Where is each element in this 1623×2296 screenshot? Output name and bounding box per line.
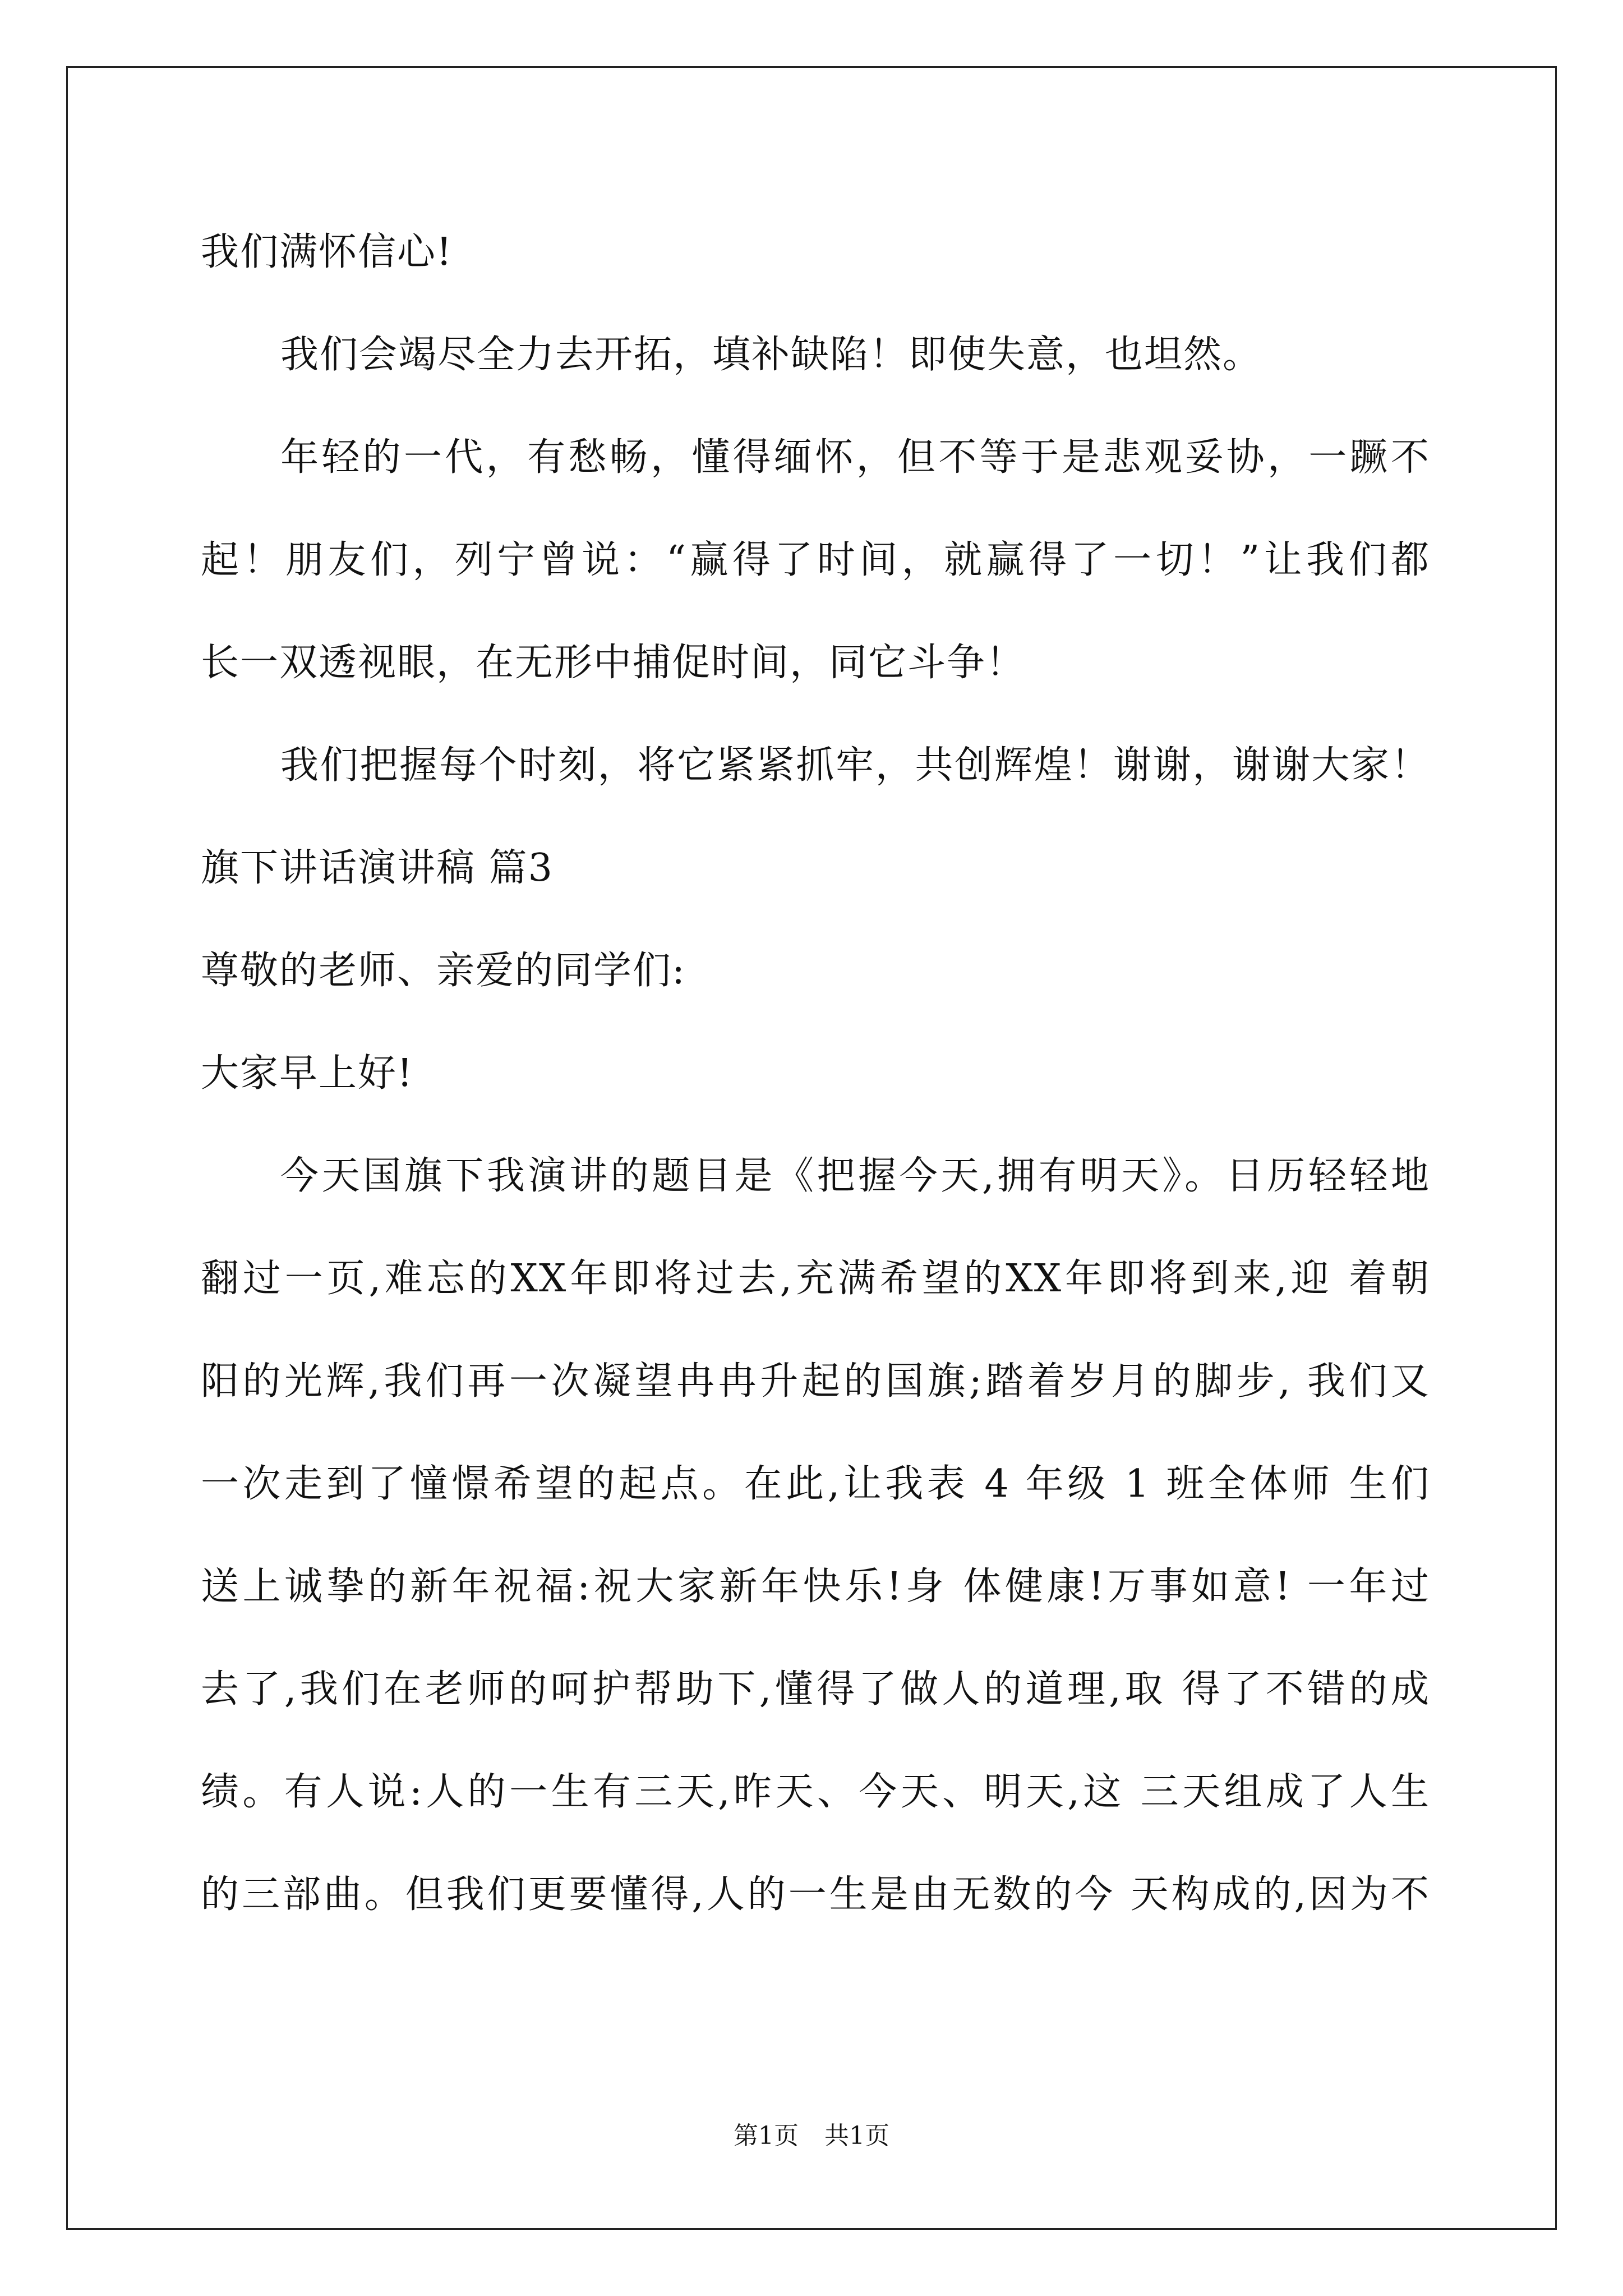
text-line: 一次走到了憧憬希望的起点。在此,让我表 4 年级 1 班全体师 生们 (201, 1462, 1430, 1506)
page-footer (0, 2119, 1623, 2153)
text-line: 起！朋友们，列宁曾说：“赢得了时间，就赢得了一切！”让我们都 (201, 538, 1430, 582)
section-heading: 旗下讲话演讲稿 篇3 (201, 846, 554, 890)
page-total: 共1页 (824, 2122, 889, 2150)
salutation: 尊敬的老师、亲爱的同学们: (201, 949, 686, 993)
text-line: 长一双透视眼，在无形中捕促时间，同它斗争！ (201, 641, 1026, 685)
text-line: 今天国旗下我演讲的题目是《把握今天,拥有明天》。日历轻轻地 (280, 1154, 1430, 1198)
page-number: 第1页 (734, 2122, 799, 2150)
text-line: 我们把握每个时刻，将它紧紧抓牢，共创辉煌！谢谢，谢谢大家！ (280, 743, 1430, 788)
greeting: 大家早上好! (201, 1051, 414, 1096)
text-line: 翻过一页,难忘的XX年即将过去,充满希望的XX年即将到来,迎 着朝 (201, 1257, 1430, 1301)
text-line: 绩。有人说:人的一生有三天,昨天、今天、明天,这 三天组成了人生 (201, 1770, 1430, 1814)
text-line: 阳的光辉,我们再一次凝望冉冉升起的国旗;踏着岁月的脚步, 我们又 (201, 1359, 1430, 1404)
text-line: 送上诚挚的新年祝福:祝大家新年快乐!身 体健康!万事如意! 一年过 (201, 1565, 1430, 1609)
text-line: 我们满怀信心! (201, 230, 453, 274)
text-line: 去了,我们在老师的呵护帮助下,懂得了做人的道理,取 得了不错的成 (201, 1667, 1430, 1711)
text-line: 的三部曲。但我们更要懂得,人的一生是由无数的今 天构成的,因为不 (201, 1872, 1430, 1917)
text-line: 年轻的一代，有愁畅，懂得缅怀，但不等于是悲观妥协，一蹶不 (280, 435, 1430, 480)
text-line: 我们会竭尽全力去开拓，填补缺陷！即使失意，也坦然。 (280, 333, 1262, 377)
